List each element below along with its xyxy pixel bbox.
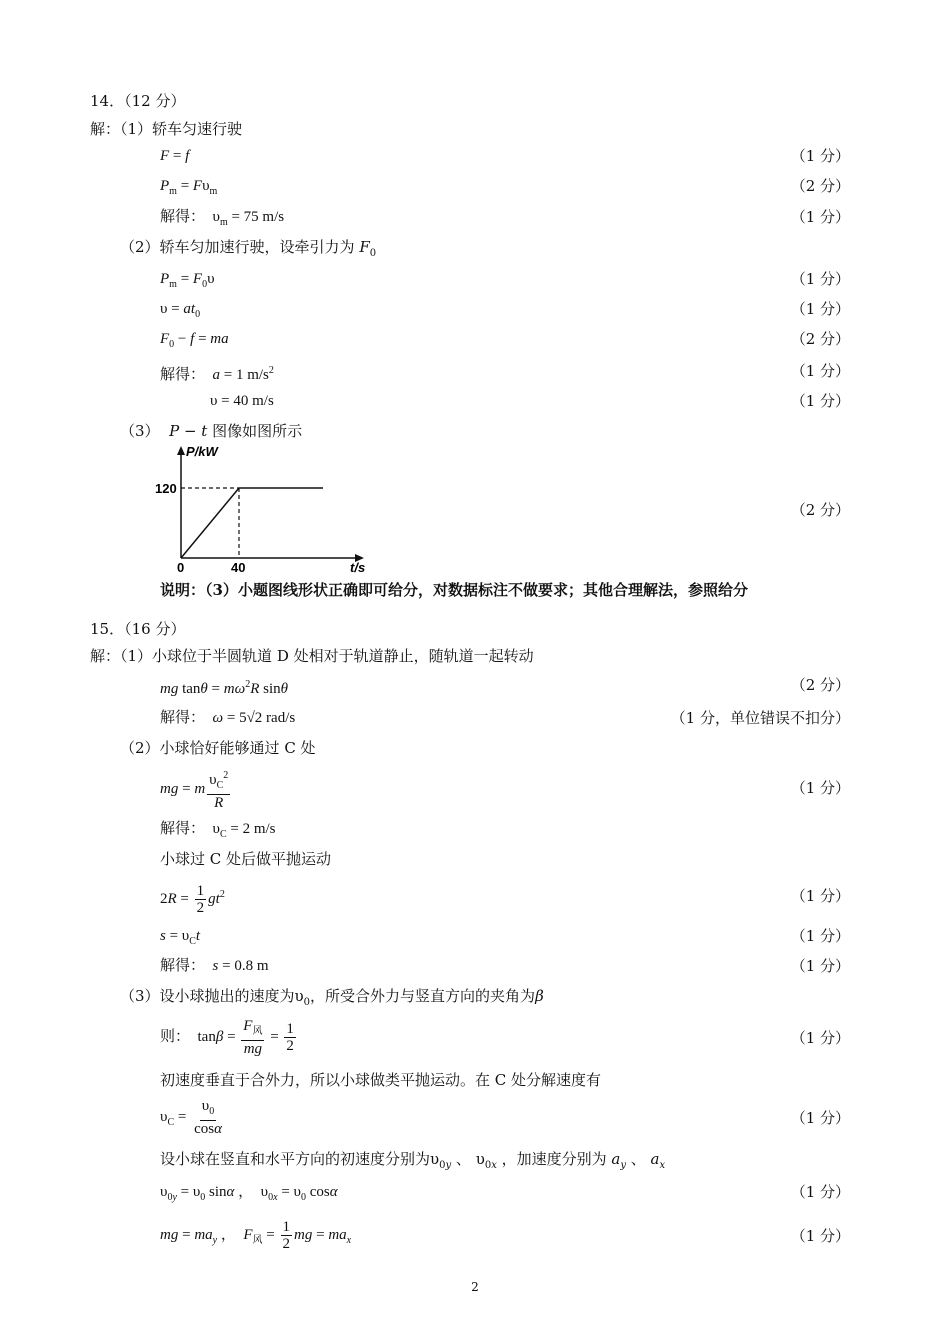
- score: （1 分）: [790, 779, 850, 797]
- score: （1 分）: [790, 887, 850, 905]
- score: （1 分）: [790, 270, 850, 288]
- page-number: 2: [471, 1280, 479, 1294]
- q14-eq-Pm2: $P_m = F_0\upsilon$: [160, 271, 215, 290]
- score: （1 分）: [790, 147, 850, 165]
- score: （1 分）: [790, 392, 850, 410]
- score: （1 分）: [790, 300, 850, 318]
- x-axis-label: t/s: [350, 560, 366, 575]
- score: （1 分）: [790, 927, 850, 945]
- q14-eq-F0: $F_0 - f$ = ma: [160, 331, 229, 350]
- q14-note: 说明：（3）小题图线形状正确即可给分，对数据标注不做要求；其他合理解法，参照给分: [160, 581, 748, 599]
- q14-header: 14．（12 分）: [90, 92, 186, 110]
- q15-sol1: 解得： ω = 5√2 rad/s: [160, 710, 296, 726]
- y-axis-arrow-icon: [177, 446, 185, 455]
- x-tick-label: 40: [231, 560, 246, 575]
- q15-eq8: mg = $ma_y$ ， $F_风$ = $\frac{1}{2}$ mg = $ma_x$: [160, 1219, 352, 1253]
- score: （1 分）: [790, 362, 850, 380]
- pt-graph: [150, 440, 380, 575]
- score: （1 分）: [790, 208, 850, 226]
- score: （1 分）: [790, 1109, 850, 1127]
- q14-sol1: 解得： $\upsilon_m = 75$ m/s: [160, 209, 285, 228]
- q14-eq-F: F = f: [160, 148, 190, 164]
- score: （1 分）: [790, 1029, 850, 1047]
- q15-text2: 小球过 C 处后做平抛运动: [160, 850, 332, 868]
- q14-eq-Pm: $P_m = F\upsilon_m$: [160, 178, 218, 197]
- score: （2 分）: [790, 177, 850, 195]
- q14-part3: （3） P − t 图像如图所示: [120, 422, 303, 440]
- q14-part2: （2）轿车匀加速行驶，设牵引力为 $F_0$: [120, 238, 377, 259]
- q15-part3: （3）设小球抛出的速度为$\upsilon_0$，所受合外力与竖直方向的夹角为β: [120, 987, 544, 1008]
- q15-eq2: mg = m $\frac{\upsilon_C^2}{R}$: [160, 770, 229, 811]
- q14-eq-v: $\upsilon = at_0$: [160, 301, 201, 320]
- score: （1 分）: [790, 957, 850, 975]
- score: （2 分）: [790, 330, 850, 348]
- q15-eq7: $\upsilon_{0y} = \upsilon_0$ sinα ， $\upsilon_{0x} = \upsilon_0$ cosα: [160, 1184, 338, 1203]
- q15-eq6: $\upsilon_C$ = $\frac{\upsilon_0}{\cos\alpha}$: [160, 1098, 222, 1138]
- q15-part1: 解：（1）小球位于半圆轨道 D 处相对于轨道静止，随轨道一起转动: [90, 647, 534, 665]
- score: （1 分，单位错误不扣分）: [670, 709, 850, 727]
- q15-header: 15．（16 分）: [90, 620, 186, 638]
- q14-part1: 解：（1）轿车匀速行驶: [90, 120, 243, 138]
- q15-sol3: 解得： s = 0.8 m: [160, 958, 269, 974]
- q15-eq4: $s = \upsilon_Ct$: [160, 928, 201, 947]
- score: （1 分）: [790, 1183, 850, 1201]
- score: （1 分）: [790, 1227, 850, 1245]
- score: （2 分）: [790, 501, 850, 519]
- q15-eq3: 2R = $\frac{1}{2}$ $gt^2$: [160, 883, 225, 917]
- y-tick-label: 120: [155, 481, 177, 496]
- q15-eq5: 则： tanβ = $\frac{F_风}{mg}$ = $\frac{1}{2}$: [160, 1018, 294, 1058]
- y-axis-label: P/kW: [186, 444, 218, 459]
- q14-sol2a: 解得： a = 1 $m/s^2$: [160, 365, 274, 383]
- q15-text4: 设小球在竖直和水平方向的初速度分别为$\upsilon_{0y}$ 、 $\upsilon_{0x}$ ，加速度分别为 $a_y$ 、 $a_x$: [160, 1150, 666, 1171]
- q15-text3: 初速度垂直于合外力，所以小球做类平抛运动。在 C 处分解速度有: [160, 1071, 602, 1089]
- score: （2 分）: [790, 676, 850, 694]
- q15-eq1: mg $\tan\theta = m\omega^2R$ sinθ: [160, 679, 289, 697]
- origin-label: 0: [177, 560, 185, 575]
- q15-sol2: 解得： $\upsilon_C = 2$ m/s: [160, 821, 276, 840]
- q15-part2: （2）小球恰好能够通过 C 处: [120, 739, 316, 757]
- power-line-ramp: [181, 488, 239, 558]
- q14-sol2b: υ = 40 m/s: [210, 393, 274, 409]
